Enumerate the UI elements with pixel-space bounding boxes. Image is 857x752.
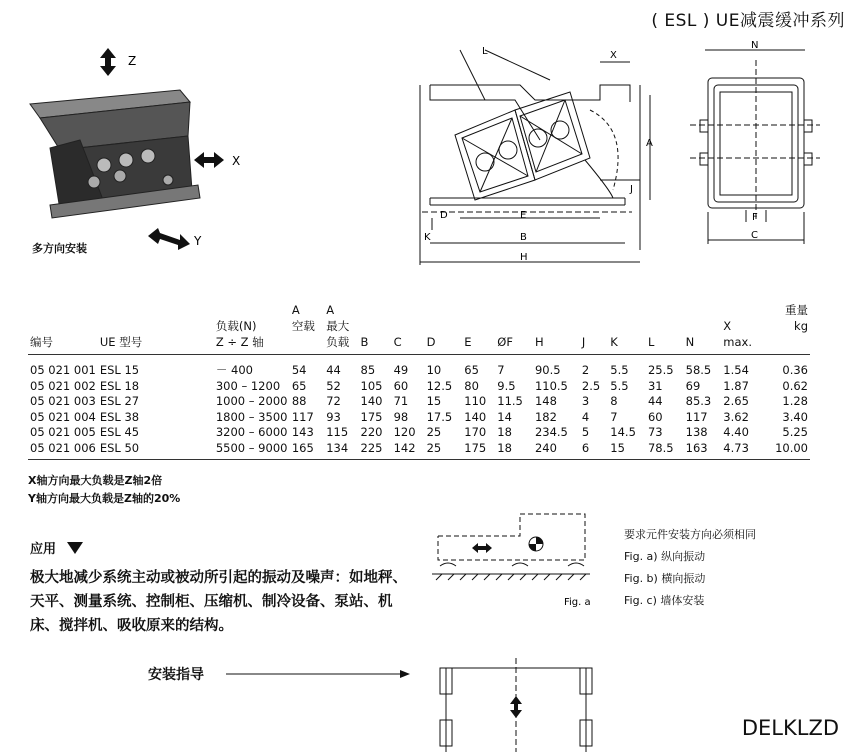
- table-cell-w: 10.00: [763, 441, 810, 460]
- table-cell-load: 3200 – 6000: [215, 425, 288, 439]
- requirements-block: [624, 524, 756, 612]
- table-cell-h: 110.5: [534, 378, 568, 393]
- table-cell-load: 5500 – 9000: [214, 441, 290, 460]
- col-weight: 重量 kg: [763, 302, 810, 355]
- table-cell-a0: 65: [291, 378, 307, 393]
- table-cell-c: 49: [393, 363, 409, 377]
- table-cell-j: 3: [581, 394, 590, 408]
- table-cell-d: 15: [426, 394, 442, 408]
- table-cell-amax: 44: [326, 363, 341, 377]
- table-cell-code: 05 021 005: [30, 425, 96, 439]
- table-row: [28, 394, 810, 410]
- table-cell-c: 120: [393, 425, 416, 439]
- table-cell-l: 31: [647, 378, 663, 393]
- table-cell-w: 1.28: [782, 394, 808, 408]
- table-cell-k: 5.5: [610, 378, 629, 393]
- requirements-title: 要求元件安装方向必须相同: [624, 528, 756, 541]
- col-load: 负载(N) Z ÷ Z 轴: [214, 302, 290, 355]
- table-cell-x: 1.54: [723, 363, 749, 377]
- table-cell-code: 05 021 004: [30, 409, 96, 424]
- table-cell-type: ESL 18: [99, 378, 140, 393]
- requirement-item: Fig. b) 横向振动: [624, 572, 706, 585]
- table-cell-k: 14.5: [610, 425, 636, 439]
- table-cell-n: 138: [685, 425, 708, 439]
- table-row: [28, 410, 810, 426]
- table-cell-code: 05 021 001: [30, 363, 96, 377]
- front-view-drawing: [680, 40, 830, 250]
- table-cell-amax: 52: [326, 378, 341, 393]
- table-cell-b: 140: [360, 394, 383, 408]
- table-cell-d: 25: [426, 425, 442, 439]
- table-row: [28, 425, 810, 441]
- table-cell-f: 7: [497, 363, 505, 377]
- table-cell-x: 4.40: [723, 425, 749, 439]
- spec-table: [28, 302, 810, 460]
- table-cell-a0: 88: [291, 394, 307, 408]
- side-view-drawing: [400, 40, 670, 272]
- fig-a-label: Fig. a: [564, 597, 591, 608]
- table-cell-d: 12.5: [426, 378, 453, 393]
- dim-x-label: X: [610, 50, 617, 61]
- table-header-row: [28, 302, 810, 355]
- col-phi-f: ØF: [495, 302, 533, 355]
- table-cell-h: 148: [534, 394, 557, 408]
- table-cell-c: 60: [393, 378, 409, 393]
- dim-l-label: L: [482, 46, 488, 57]
- table-cell-n: 117: [685, 409, 708, 424]
- col-c: C: [392, 302, 425, 355]
- table-cell-f: 11.5: [497, 394, 523, 408]
- table-cell-w: 0.62: [782, 378, 808, 393]
- table-cell-type: ESL 45: [99, 425, 140, 439]
- table-cell-c: 71: [393, 394, 409, 408]
- dim-n-label: N: [751, 40, 759, 51]
- triangle-down-icon: [67, 542, 83, 554]
- x-axis-arrow-icon: [194, 152, 224, 168]
- table-cell-load: － 400: [215, 363, 253, 377]
- col-e: E: [462, 302, 495, 355]
- fig-a-drawing: [430, 508, 600, 608]
- table-cell-d: 10: [426, 363, 442, 377]
- center-of-gravity-icon: [529, 537, 543, 551]
- table-cell-l: 44: [647, 394, 663, 408]
- application-heading: 应用: [30, 538, 83, 557]
- table-cell-h: 182: [534, 409, 557, 424]
- dim-b-label: B: [520, 232, 527, 243]
- table-cell-code: 05 021 006: [28, 441, 98, 460]
- table-cell-k: 5.5: [610, 363, 629, 377]
- vertical-arrow-icon: [510, 696, 522, 718]
- col-a-max: A 最大 负载: [324, 302, 358, 355]
- col-j: J: [580, 302, 608, 355]
- table-cell-j: 6: [580, 441, 608, 460]
- dim-a-label: A: [646, 138, 653, 149]
- requirement-item: Fig. c) 墙体安装: [624, 594, 705, 607]
- install-guide-label: 安装指导: [148, 667, 204, 683]
- table-cell-x: 2.65: [723, 394, 749, 408]
- col-a-empty: A 空载: [290, 302, 324, 355]
- table-cell-amax: 72: [326, 394, 341, 408]
- horizontal-arrow-icon: [472, 543, 492, 553]
- z-axis-arrow-icon: [100, 48, 116, 76]
- table-cell-amax: 115: [326, 425, 349, 439]
- page-title: ( ESL ) UE减震缓冲系列: [651, 11, 845, 31]
- application-body: 极大地减少系统主动或被动所引起的振动及噪声：如地秤、天平、测量系统、控制柜、压缩机、制冷设备、泵站、机床、搅拌机、吸收原来的结构。: [30, 570, 407, 634]
- brand-mark: DELKLZD: [741, 716, 839, 740]
- table-cell-w: 0.36: [782, 363, 808, 377]
- dim-e-label: E: [520, 210, 527, 221]
- table-cell-e: 110: [464, 394, 487, 408]
- table-cell-a0: 54: [291, 363, 307, 377]
- table-cell-b: 175: [360, 409, 383, 424]
- table-cell-b: 105: [360, 378, 383, 393]
- table-cell-a0: 165: [290, 441, 324, 460]
- table-cell-n: 85.3: [685, 394, 712, 408]
- table-row: [28, 441, 810, 460]
- table-cell-x: 3.62: [723, 409, 749, 424]
- table-cell-f: 18: [495, 441, 533, 460]
- dim-k-label: K: [424, 232, 431, 243]
- table-cell-j: 2: [581, 363, 590, 377]
- table-cell-w: 3.40: [782, 409, 808, 424]
- table-cell-k: 7: [610, 409, 618, 424]
- mount-photo: [30, 90, 200, 218]
- table-cell-load: 1000 – 2000: [215, 394, 288, 408]
- table-cell-b: 85: [360, 363, 376, 377]
- table-cell-h: 240: [533, 441, 580, 460]
- install-guide-drawing: [432, 656, 602, 752]
- table-cell-l: 73: [647, 425, 663, 439]
- table-cell-load: 300 – 1200: [215, 378, 281, 393]
- col-k: K: [608, 302, 646, 355]
- dim-c-label: C: [751, 230, 758, 241]
- table-cell-w: 5.25: [782, 425, 808, 439]
- note-y-axis: Y轴方向最大负载是Z轴的20%: [28, 492, 181, 505]
- table-cell-h: 234.5: [534, 425, 568, 439]
- col-n: N: [684, 302, 722, 355]
- table-cell-k: 8: [610, 394, 618, 408]
- col-x: X max.: [721, 302, 763, 355]
- col-b: B: [359, 302, 392, 355]
- dim-h-label: H: [520, 252, 528, 263]
- table-cell-l: 78.5: [646, 441, 684, 460]
- table-cell-a0: 117: [291, 409, 314, 424]
- y-axis-arrow-icon: [148, 228, 190, 250]
- note-x-axis: X轴方向最大负载是Z轴2倍: [28, 474, 163, 487]
- table-cell-a0: 143: [291, 425, 314, 439]
- table-cell-j: 4: [581, 409, 590, 424]
- table-row: [28, 355, 810, 379]
- product-illustration: [20, 40, 260, 270]
- col-d: D: [425, 302, 463, 355]
- install-guide-arrow-icon: [224, 664, 414, 684]
- table-cell-code: 05 021 002: [30, 378, 96, 393]
- table-cell-x: 4.73: [721, 441, 763, 460]
- table-cell-amax: 134: [324, 441, 358, 460]
- table-cell-c: 98: [393, 409, 409, 424]
- table-cell-e: 175: [462, 441, 495, 460]
- table-cell-n: 58.5: [685, 363, 712, 377]
- table-cell-e: 80: [464, 378, 479, 393]
- table-cell-type: ESL 27: [99, 394, 140, 408]
- table-cell-d: 17.5: [426, 409, 453, 424]
- table-cell-e: 170: [464, 425, 487, 439]
- table-cell-j: 2.5: [581, 378, 601, 393]
- table-row: [28, 379, 810, 395]
- table-cell-b: 220: [360, 425, 383, 439]
- table-cell-k: 15: [608, 441, 646, 460]
- col-h: H: [533, 302, 580, 355]
- dim-j-label: J: [630, 184, 633, 195]
- table-cell-f: 18: [497, 425, 512, 439]
- dim-d-label: D: [440, 210, 448, 221]
- table-cell-type: ESL 50: [98, 441, 214, 460]
- table-cell-l: 25.5: [647, 363, 674, 377]
- table-cell-type: ESL 38: [99, 409, 140, 424]
- table-cell-j: 5: [581, 425, 590, 439]
- table-cell-d: 25: [425, 441, 463, 460]
- table-cell-code: 05 021 003: [30, 394, 96, 408]
- table-cell-n: 69: [685, 378, 701, 393]
- col-type: UE 型号: [98, 302, 214, 355]
- table-cell-c: 142: [392, 441, 425, 460]
- table-cell-amax: 93: [326, 409, 341, 424]
- axis-x-label: X: [232, 154, 241, 168]
- col-l: L: [646, 302, 684, 355]
- table-cell-f: 14: [497, 409, 512, 424]
- table-cell-b: 225: [359, 441, 392, 460]
- table-cell-e: 65: [464, 363, 479, 377]
- table-cell-e: 140: [464, 409, 487, 424]
- photo-caption: 多方向安装: [32, 242, 87, 255]
- table-cell-load: 1800 – 3500: [215, 409, 288, 424]
- dim-f-label: F: [752, 212, 758, 223]
- axis-y-label: Y: [194, 234, 202, 248]
- table-cell-f: 9.5: [497, 378, 516, 393]
- table-cell-l: 60: [647, 409, 663, 424]
- table-cell-h: 90.5: [534, 363, 561, 377]
- table-cell-n: 163: [684, 441, 722, 460]
- table-cell-type: ESL 15: [99, 363, 140, 377]
- col-code: 编号: [28, 302, 98, 355]
- table-cell-x: 1.87: [723, 378, 749, 393]
- requirement-item: Fig. a) 纵向振动: [624, 550, 706, 563]
- axis-z-label: Z: [128, 54, 137, 68]
